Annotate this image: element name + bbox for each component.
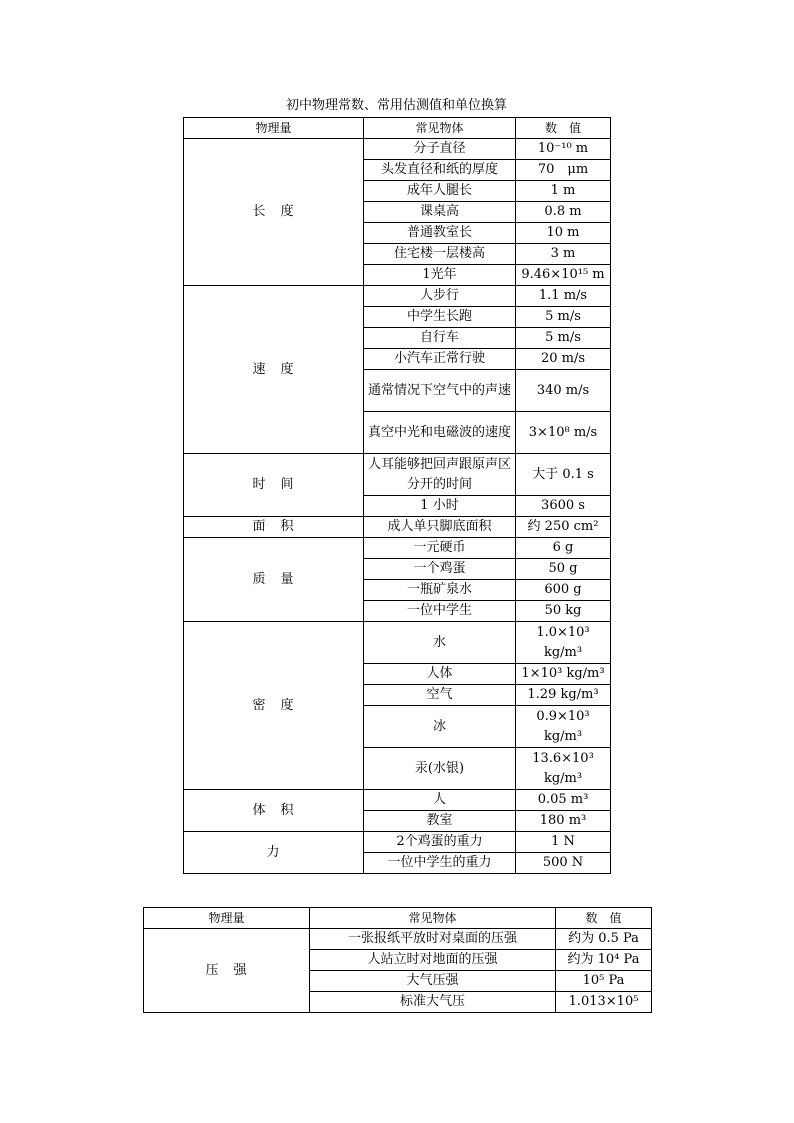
value-cell: 50 g bbox=[516, 559, 611, 580]
category-time: 时 间 bbox=[184, 454, 364, 517]
value-cell: 13.6×10³ kg/m³ bbox=[516, 748, 611, 790]
object-cell: 住宅楼一层楼高 bbox=[364, 244, 516, 265]
value-cell: 3 m bbox=[516, 244, 611, 265]
table-header-row bbox=[184, 118, 611, 139]
object-cell: 标准大气压 bbox=[310, 992, 556, 1013]
category-speed: 速 度 bbox=[184, 286, 364, 454]
object-cell: 通常情况下空气中的声速 bbox=[364, 370, 516, 412]
value-cell: 3×10⁸ m/s bbox=[516, 412, 611, 454]
object-cell: 小汽车正常行驶 bbox=[364, 349, 516, 370]
physics-constants-table bbox=[183, 117, 611, 874]
value-cell: 约 250 cm² bbox=[516, 517, 611, 538]
object-cell: 一元硬币 bbox=[364, 538, 516, 559]
object-cell: 自行车 bbox=[364, 328, 516, 349]
object-cell: 一张报纸平放时对桌面的压强 bbox=[310, 929, 556, 950]
object-cell: 2个鸡蛋的重力 bbox=[364, 832, 516, 853]
category-density: 密 度 bbox=[184, 622, 364, 790]
object-cell: 一位中学生 bbox=[364, 601, 516, 622]
object-cell: 成年人腿长 bbox=[364, 181, 516, 202]
object-cell: 人耳能够把回声跟原声区分开的时间 bbox=[364, 454, 516, 496]
value-cell: 约为 10⁴ Pa bbox=[556, 950, 652, 971]
category-area: 面 积 bbox=[184, 517, 364, 538]
object-cell: 大气压强 bbox=[310, 971, 556, 992]
value-cell: 340 m/s bbox=[516, 370, 611, 412]
table-row bbox=[184, 538, 611, 559]
object-cell: 人 bbox=[364, 790, 516, 811]
object-cell: 水 bbox=[364, 622, 516, 664]
value-cell: 0.05 m³ bbox=[516, 790, 611, 811]
object-cell: 人步行 bbox=[364, 286, 516, 307]
header-value: 数 值 bbox=[516, 118, 611, 139]
object-cell: 人站立时对地面的压强 bbox=[310, 950, 556, 971]
value-cell: 0.9×10³ kg/m³ bbox=[516, 706, 611, 748]
header-value: 数 值 bbox=[556, 908, 652, 929]
object-cell: 汞(水银) bbox=[364, 748, 516, 790]
page-title: 初中物理常数、常用估测值和单位换算 bbox=[285, 98, 507, 113]
table-row bbox=[184, 286, 611, 307]
object-cell: 1光年 bbox=[364, 265, 516, 286]
value-cell: 1×10³ kg/m³ bbox=[516, 664, 611, 685]
value-cell: 大于 0.1 s bbox=[516, 454, 611, 496]
value-cell: 10 m bbox=[516, 223, 611, 244]
value-cell: 1.1 m/s bbox=[516, 286, 611, 307]
value-cell: 20 m/s bbox=[516, 349, 611, 370]
object-cell: 教室 bbox=[364, 811, 516, 832]
value-cell: 1.0×10³ kg/m³ bbox=[516, 622, 611, 664]
table-row bbox=[184, 832, 611, 853]
category-force: 力 bbox=[184, 832, 364, 874]
table-header-row bbox=[144, 908, 652, 929]
table-row bbox=[184, 454, 611, 496]
value-cell: 70 μm bbox=[516, 160, 611, 181]
value-cell: 180 m³ bbox=[516, 811, 611, 832]
object-cell: 冰 bbox=[364, 706, 516, 748]
table-row bbox=[184, 790, 611, 811]
object-cell: 分子直径 bbox=[364, 139, 516, 160]
value-cell: 5 m/s bbox=[516, 328, 611, 349]
header-object: 常见物体 bbox=[364, 118, 516, 139]
object-cell: 成人单只脚底面积 bbox=[364, 517, 516, 538]
category-mass: 质 量 bbox=[184, 538, 364, 622]
value-cell: 0.8 m bbox=[516, 202, 611, 223]
value-cell: 1.013×10⁵ bbox=[556, 992, 652, 1013]
value-cell: 1 N bbox=[516, 832, 611, 853]
object-cell: 空气 bbox=[364, 685, 516, 706]
category-length: 长 度 bbox=[184, 139, 364, 286]
value-cell: 600 g bbox=[516, 580, 611, 601]
table-row bbox=[184, 622, 611, 664]
header-object: 常见物体 bbox=[310, 908, 556, 929]
object-cell: 一个鸡蛋 bbox=[364, 559, 516, 580]
value-cell: 3600 s bbox=[516, 496, 611, 517]
value-cell: 5 m/s bbox=[516, 307, 611, 328]
object-cell: 一瓶矿泉水 bbox=[364, 580, 516, 601]
category-pressure: 压 强 bbox=[144, 929, 310, 1013]
value-cell: 500 N bbox=[516, 853, 611, 874]
object-cell: 课桌高 bbox=[364, 202, 516, 223]
value-cell: 9.46×10¹⁵ m bbox=[516, 265, 611, 286]
value-cell: 50 kg bbox=[516, 601, 611, 622]
table-row bbox=[184, 139, 611, 160]
object-cell: 头发直径和纸的厚度 bbox=[364, 160, 516, 181]
value-cell: 10⁻¹⁰ m bbox=[516, 139, 611, 160]
header-quantity: 物理量 bbox=[144, 908, 310, 929]
object-cell: 1 小时 bbox=[364, 496, 516, 517]
table-row bbox=[144, 929, 652, 950]
object-cell: 中学生长跑 bbox=[364, 307, 516, 328]
table-row bbox=[184, 517, 611, 538]
object-cell: 人体 bbox=[364, 664, 516, 685]
object-cell: 普通教室长 bbox=[364, 223, 516, 244]
object-cell: 真空中光和电磁波的速度 bbox=[364, 412, 516, 454]
object-cell: 一位中学生的重力 bbox=[364, 853, 516, 874]
header-quantity: 物理量 bbox=[184, 118, 364, 139]
value-cell: 6 g bbox=[516, 538, 611, 559]
value-cell: 1 m bbox=[516, 181, 611, 202]
category-volume: 体 积 bbox=[184, 790, 364, 832]
value-cell: 10⁵ Pa bbox=[556, 971, 652, 992]
value-cell: 1.29 kg/m³ bbox=[516, 685, 611, 706]
pressure-table bbox=[143, 907, 652, 1013]
value-cell: 约为 0.5 Pa bbox=[556, 929, 652, 950]
